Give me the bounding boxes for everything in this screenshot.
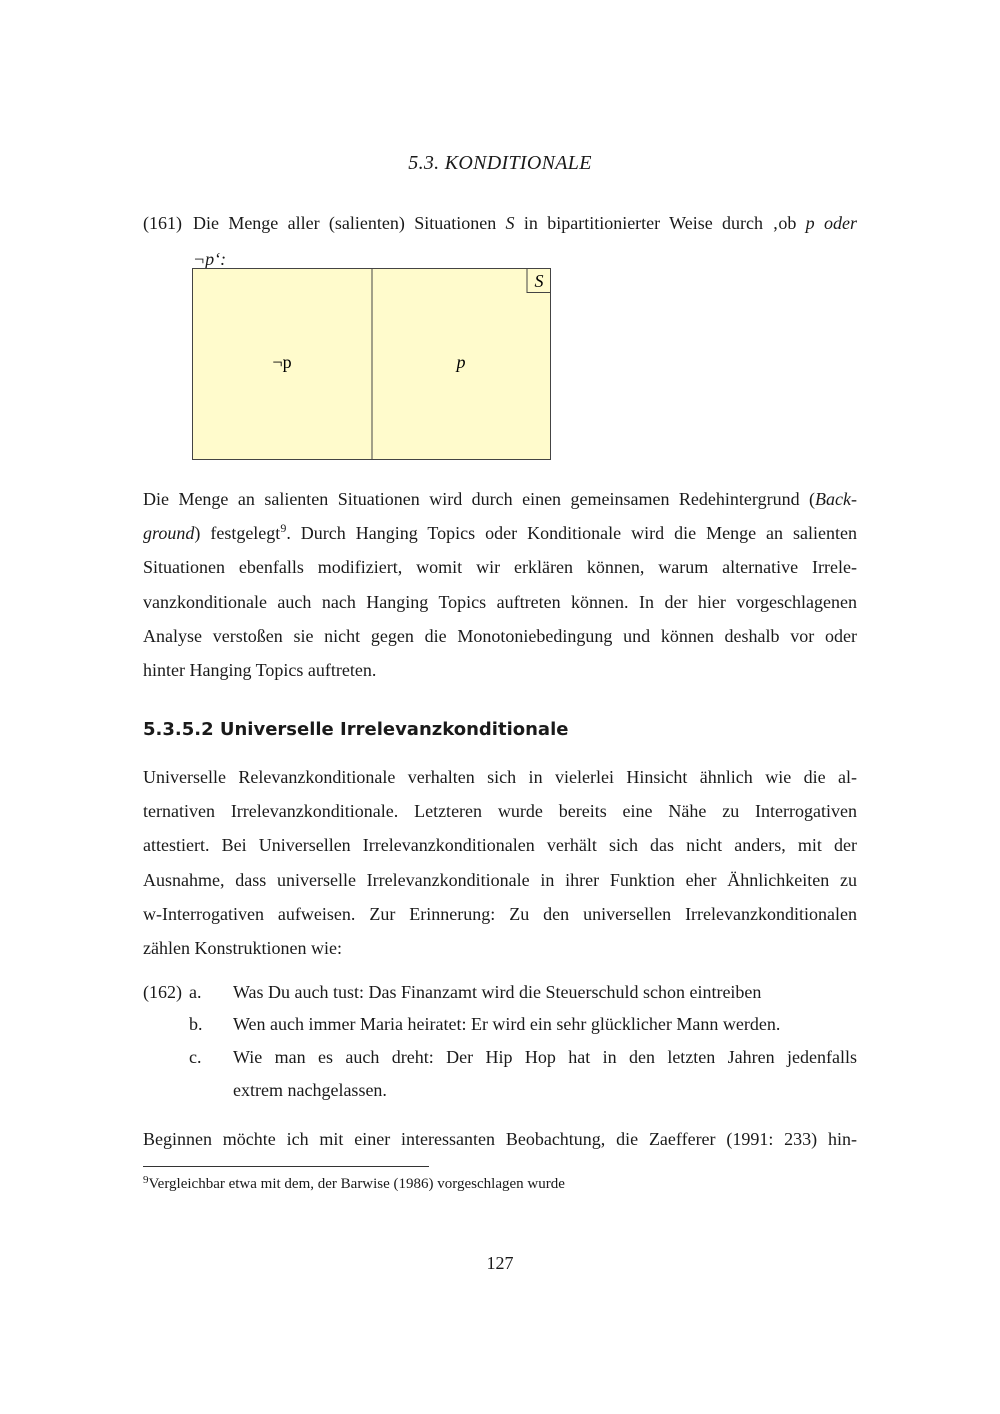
example-162-label-b: b. bbox=[189, 1014, 203, 1034]
example-161-text-end: oder bbox=[814, 213, 857, 233]
paragraph-1 bbox=[143, 482, 857, 687]
paragraph-1-line-2-italic: ground bbox=[143, 523, 195, 544]
footnote-text: Vergleichbar etwa mit dem, der Barwise (1986) vorgeschlagen wurde bbox=[148, 1176, 565, 1192]
example-162-label-a: a. bbox=[189, 982, 202, 1002]
paragraph-3-line-1: Beginnen möchte ich mit einer interessanten Beobachtung, die Zaefferer (1991: 233) hin- bbox=[143, 1129, 857, 1149]
paragraph-2-line-5: w-Interrogativen aufweisen. Zur Erinnerung: Zu den universellen Irrelevanzkonditionalen bbox=[143, 903, 857, 924]
example-162-label-c: c. bbox=[189, 1047, 202, 1067]
paragraph-1-line-2-text: ) festgelegt bbox=[194, 523, 281, 544]
example-161-var-s: S bbox=[505, 213, 515, 233]
section-heading: 5.3.5.2 Universelle Irrelevanzkonditionale bbox=[143, 719, 569, 740]
page-number: 127 bbox=[486, 1253, 514, 1273]
paragraph-1-line-2 bbox=[143, 516, 857, 550]
paragraph-2 bbox=[143, 760, 857, 965]
example-162-number: (162) bbox=[143, 982, 182, 1002]
example-162-text-b: Wen auch immer Maria heiratet: Er wird ein sehr glücklicher Mann werden. bbox=[233, 1014, 781, 1034]
running-head: 5.3. KONDITIONALE bbox=[408, 152, 592, 174]
example-161-continuation: ¬p‘: bbox=[193, 249, 227, 269]
paragraph-2-line-2: ternativen Irrelevanzkonditionale. Letzteren wurde bereits eine Nähe zu Interrogativen bbox=[143, 801, 857, 822]
example-162-text-c-continued: extrem nachgelassen. bbox=[233, 1080, 387, 1100]
footnote-mark: 9 bbox=[143, 1174, 149, 1186]
example-161-text bbox=[193, 211, 857, 235]
example-162-text-a: Was Du auch tust: Das Finanzamt wird die Steuerschuld schon eintreiben bbox=[233, 982, 762, 1002]
footnote bbox=[143, 1170, 565, 1194]
paragraph-1-line-1-text: Die Menge an salienten Situationen wird durch einen gemeinsamen Redehintergrund ( bbox=[143, 489, 816, 509]
paragraph-3 bbox=[143, 1122, 857, 1156]
example-162-text-c: Wie man es auch dreht: Der Hip Hop hat in den letzten Jahren jedenfalls bbox=[233, 1047, 857, 1067]
paragraph-1-line-4: vanzkonditionale auch nach Hanging Topics auftreten können. In der hier vorgeschlagenen bbox=[143, 591, 857, 612]
paragraph-1-line-5: Analyse verstoßen sie nicht gegen die Monotoniebedingung und können deshalb vor oder bbox=[143, 625, 857, 646]
paragraph-2-line-1: Universelle Relevanzkonditionale verhalten sich in vielerlei Hinsicht ähnlich wie die al- bbox=[143, 767, 857, 787]
footnote-rule bbox=[143, 1166, 429, 1167]
example-161-text-middle: in bipartitionierter Weise durch ‚ob bbox=[514, 213, 806, 233]
paragraph-1-line-3: Situationen ebenfalls modifiziert, womit wir erklären können, warum alternative Irrele- bbox=[143, 557, 857, 578]
diagram-label-p: p bbox=[456, 352, 466, 372]
paragraph-2-line-6: zählen Konstruktionen wie: bbox=[143, 937, 342, 958]
paragraph-1-line-1 bbox=[143, 482, 857, 516]
paragraph-1-line-2-after: . Durch Hanging Topics oder Konditionale wird die Menge an salienten bbox=[286, 523, 858, 544]
example-161-number: (161) bbox=[143, 213, 182, 233]
paragraph-1-line-6: hinter Hanging Topics auftreten. bbox=[143, 659, 377, 680]
diagram-label-s: S bbox=[534, 271, 544, 291]
paragraph-2-line-4: Ausnahme, dass universelle Irrelevanzkonditionale in ihrer Funktion eher Ähnlichkeiten zu bbox=[143, 869, 857, 890]
paragraph-2-line-3: attestiert. Bei Universellen Irrelevanzkonditionalen verhält sich das nicht anders, mit der bbox=[143, 835, 857, 856]
partition-diagram bbox=[192, 268, 552, 462]
example-161-var-p: p bbox=[805, 213, 815, 233]
paragraph-1-line-1-italic: Back- bbox=[815, 489, 857, 509]
diagram-label-not-p: ¬p bbox=[272, 352, 292, 372]
footnote-reference[interactable]: 9 bbox=[280, 521, 287, 536]
example-161-text-before: Die Menge aller (salienten) Situationen bbox=[193, 213, 506, 233]
